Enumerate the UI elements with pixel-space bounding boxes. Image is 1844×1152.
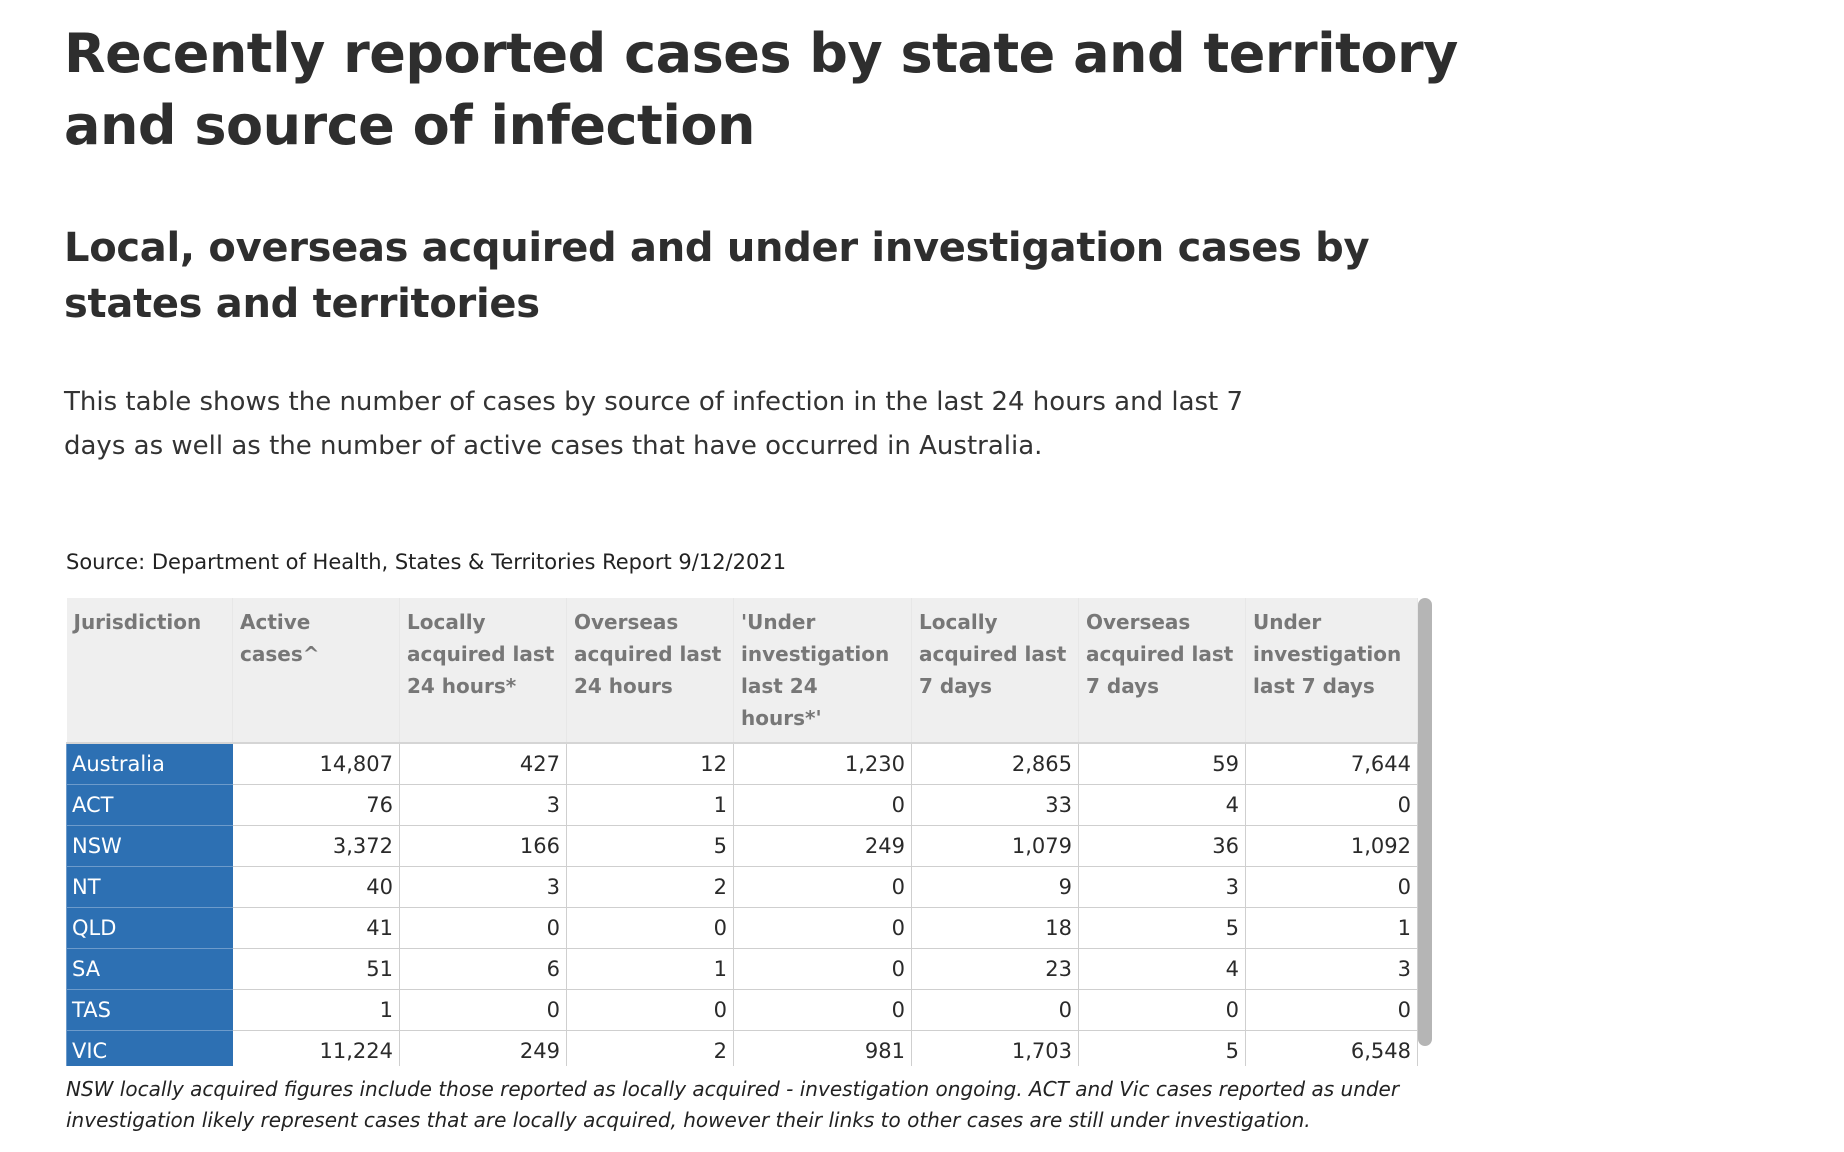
table-cell: 41 xyxy=(233,908,400,949)
table-cell: 1,230 xyxy=(734,743,912,785)
table-cell: 11,224 xyxy=(233,1031,400,1067)
jurisdiction-cell: SA xyxy=(67,949,233,990)
table-row xyxy=(67,949,1418,990)
table-cell: 0 xyxy=(912,990,1079,1031)
table-cell: 2 xyxy=(567,1031,734,1067)
table-cell: 33 xyxy=(912,785,1079,826)
table-cell: 14,807 xyxy=(233,743,400,785)
table-cell: 0 xyxy=(734,785,912,826)
column-header: Overseas acquired last 24 hours xyxy=(567,598,734,743)
jurisdiction-cell: QLD xyxy=(67,908,233,949)
table-cell: 0 xyxy=(1079,990,1246,1031)
table-cell: 2,865 xyxy=(912,743,1079,785)
column-header: Under investigation last 7 days xyxy=(1246,598,1418,743)
table-cell: 3,372 xyxy=(233,826,400,867)
table-cell: 4 xyxy=(1079,785,1246,826)
table-cell: 3 xyxy=(400,867,567,908)
page-title: Recently reported cases by state and territory and source of infection xyxy=(64,22,1458,157)
table-cell: 0 xyxy=(400,990,567,1031)
table-row xyxy=(67,867,1418,908)
table-cell: 0 xyxy=(734,990,912,1031)
jurisdiction-cell: TAS xyxy=(67,990,233,1031)
table-cell: 0 xyxy=(567,908,734,949)
table-cell: 0 xyxy=(734,908,912,949)
jurisdiction-cell: VIC xyxy=(67,1031,233,1067)
table-scrollbar[interactable] xyxy=(1418,598,1432,1046)
cases-table xyxy=(66,598,1418,1066)
table-cell: 5 xyxy=(1079,908,1246,949)
table-cell: 3 xyxy=(400,785,567,826)
intro-paragraph: This table shows the number of cases by source of infection in the last 24 hours and last 7 days as well as the number of active cases that have occurred in Australia. xyxy=(64,387,1244,461)
table-cell: 2 xyxy=(567,867,734,908)
table-footnote: NSW locally acquired figures include those reported as locally acquired - investigation ongoing. ACT and Vic cases reported as under investigation likely represent cases that are locally acquired, however their links to other cases are still under investigation. xyxy=(66,1077,1400,1132)
jurisdiction-cell: NT xyxy=(67,867,233,908)
section-title: Local, overseas acquired and under investigation cases by states and territories xyxy=(64,225,1370,327)
column-header: Overseas acquired last 7 days xyxy=(1079,598,1246,743)
table-source: Source: Department of Health, States & Territories Report 9/12/2021 xyxy=(66,550,787,574)
table-cell: 0 xyxy=(734,867,912,908)
table-cell: 1 xyxy=(567,949,734,990)
table-cell: 0 xyxy=(734,949,912,990)
column-header: Locally acquired last 24 hours* xyxy=(400,598,567,743)
table-cell: 1 xyxy=(233,990,400,1031)
table-cell: 3 xyxy=(1079,867,1246,908)
table-cell: 5 xyxy=(1079,1031,1246,1067)
table-cell: 1,079 xyxy=(912,826,1079,867)
table-cell: 6 xyxy=(400,949,567,990)
table-cell: 40 xyxy=(233,867,400,908)
table-cell: 9 xyxy=(912,867,1079,908)
table-cell: 0 xyxy=(1246,990,1418,1031)
page-content xyxy=(64,0,1484,468)
table-cell: 0 xyxy=(1246,867,1418,908)
table-cell: 0 xyxy=(567,990,734,1031)
table-cell: 36 xyxy=(1079,826,1246,867)
table-cell: 1 xyxy=(1246,908,1418,949)
table-cell: 3 xyxy=(1246,949,1418,990)
table-cell: 7,644 xyxy=(1246,743,1418,785)
table-cell: 1,092 xyxy=(1246,826,1418,867)
jurisdiction-cell: ACT xyxy=(67,785,233,826)
table-row xyxy=(67,743,1418,785)
column-header: Jurisdiction xyxy=(67,598,233,743)
table-cell: 4 xyxy=(1079,949,1246,990)
table-cell: 18 xyxy=(912,908,1079,949)
column-header: 'Under investigation last 24 hours*' xyxy=(734,598,912,743)
table-row xyxy=(67,908,1418,949)
table-cell: 249 xyxy=(734,826,912,867)
table-cell: 1,703 xyxy=(912,1031,1079,1067)
table-header-row xyxy=(67,598,1418,743)
table-cell: 166 xyxy=(400,826,567,867)
table-cell: 0 xyxy=(400,908,567,949)
table-row xyxy=(67,826,1418,867)
table-row xyxy=(67,990,1418,1031)
table-cell: 6,548 xyxy=(1246,1031,1418,1067)
table-cell: 12 xyxy=(567,743,734,785)
table-cell: 76 xyxy=(233,785,400,826)
table-cell: 427 xyxy=(400,743,567,785)
table-row xyxy=(67,785,1418,826)
cases-table-container[interactable] xyxy=(66,598,1432,1066)
jurisdiction-cell: NSW xyxy=(67,826,233,867)
table-cell: 23 xyxy=(912,949,1079,990)
table-cell: 1 xyxy=(567,785,734,826)
jurisdiction-cell: Australia xyxy=(67,743,233,785)
table-cell: 59 xyxy=(1079,743,1246,785)
table-cell: 5 xyxy=(567,826,734,867)
table-cell: 981 xyxy=(734,1031,912,1067)
table-cell: 51 xyxy=(233,949,400,990)
column-header: Locally acquired last 7 days xyxy=(912,598,1079,743)
table-cell: 0 xyxy=(1246,785,1418,826)
column-header: Active cases^ xyxy=(233,598,400,743)
table-cell: 249 xyxy=(400,1031,567,1067)
table-row xyxy=(67,1031,1418,1067)
